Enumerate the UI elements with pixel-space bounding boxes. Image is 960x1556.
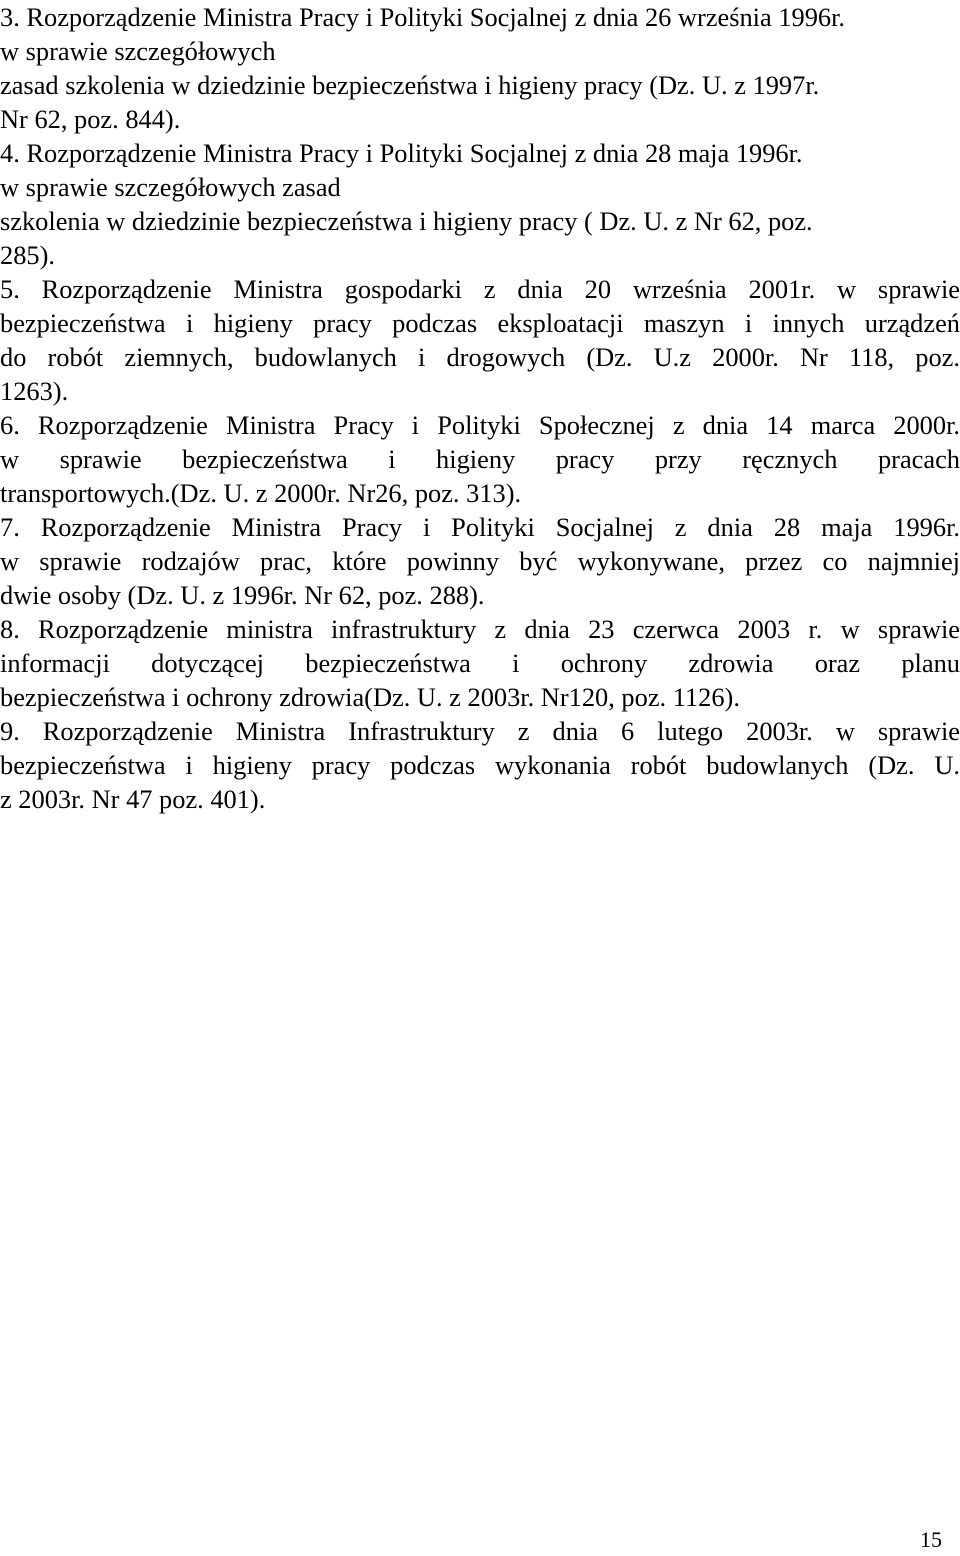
text-line: w sprawie rodzajów prac, które powinny być wykonywane, przez co najmniej xyxy=(0,546,960,576)
text-line: 6. Rozporządzenie Ministra Pracy i Polityki Społecznej z dnia 14 marca 2000r. xyxy=(0,410,960,440)
text-line: informacji dotyczącej bezpieczeństwa i ochrony zdrowia oraz planu xyxy=(0,648,960,678)
text-line: bezpieczeństwa i higieny pracy podczas eksploatacji maszyn i innych urządzeń xyxy=(0,308,960,338)
text-line: 9. Rozporządzenie Ministra Infrastruktury z dnia 6 lutego 2003r. w sprawie xyxy=(0,716,960,746)
text-line: 5. Rozporządzenie Ministra gospodarki z dnia 20 września 2001r. w sprawie xyxy=(0,274,960,304)
text-line: 3. Rozporządzenie Ministra Pracy i Polityki Socjalnej z dnia 26 września 1996r. xyxy=(0,2,846,32)
text-line: bezpieczeństwa i ochrony zdrowia(Dz. U. z 2003r. Nr120, poz. 1126). xyxy=(0,682,740,712)
text-line: 285). xyxy=(0,240,55,270)
text-line: w sprawie szczegółowych xyxy=(0,36,276,66)
text-line: szkolenia w dziedzinie bezpieczeństwa i higieny pracy ( Dz. U. z Nr 62, poz. xyxy=(0,206,813,236)
page-number: 15 xyxy=(920,1527,942,1552)
text-line: 4. Rozporządzenie Ministra Pracy i Polityki Socjalnej z dnia 28 maja 1996r. xyxy=(0,138,803,168)
text-line: 8. Rozporządzenie ministra infrastruktury z dnia 23 czerwca 2003 r. w sprawie xyxy=(0,614,960,644)
text-line: 7. Rozporządzenie Ministra Pracy i Polityki Socjalnej z dnia 28 maja 1996r. xyxy=(0,512,960,542)
text-line: w sprawie szczegółowych zasad xyxy=(0,172,341,202)
text-line: z 2003r. Nr 47 poz. 401). xyxy=(0,784,266,814)
text-line: do robót ziemnych, budowlanych i drogowych (Dz. U.z 2000r. Nr 118, poz. xyxy=(0,342,960,372)
text-line: Nr 62, poz. 844). xyxy=(0,104,181,134)
text-line: w sprawie bezpieczeństwa i higieny pracy przy ręcznych pracach xyxy=(0,444,960,474)
text-line: bezpieczeństwa i higieny pracy podczas wykonania robót budowlanych (Dz. U. xyxy=(0,750,960,780)
text-line: dwie osoby (Dz. U. z 1996r. Nr 62, poz. 288). xyxy=(0,580,485,610)
text-line: transportowych.(Dz. U. z 2000r. Nr26, poz. 313). xyxy=(0,478,522,508)
text-line: 1263). xyxy=(0,376,69,406)
text-line: zasad szkolenia w dziedzinie bezpieczeństwa i higieny pracy (Dz. U. z 1997r. xyxy=(0,70,820,100)
